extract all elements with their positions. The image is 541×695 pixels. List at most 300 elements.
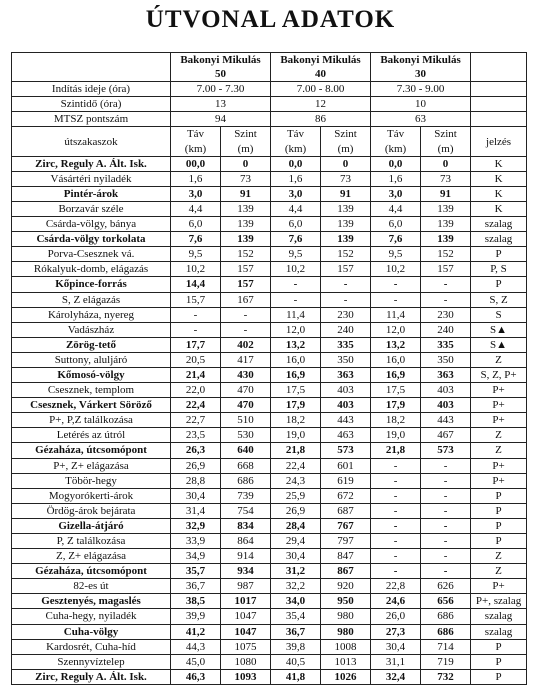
elevation-cell: 240 [321, 322, 371, 337]
distance-cell: 16,9 [271, 367, 321, 382]
elevation-cell: 363 [321, 367, 371, 382]
distance-cell: 26,9 [271, 503, 321, 518]
distance-cell: 32,2 [271, 579, 321, 594]
marking-cell: P+ [471, 579, 527, 594]
table-row [12, 201, 527, 216]
elevation-cell: 686 [421, 624, 471, 639]
segment-name: Gézaháza, útcsomópont [12, 443, 171, 458]
elevation-cell: 157 [421, 262, 471, 277]
elevation-cell: 139 [421, 232, 471, 247]
route-data-table [11, 52, 527, 685]
segment-name: Zirc, Reguly A. Ált. Isk. [12, 156, 171, 171]
distance-cell: 6,0 [371, 217, 421, 232]
elevation-cell: 914 [221, 549, 271, 564]
marking-cell: P+ [471, 458, 527, 473]
elevation-cell: 467 [421, 428, 471, 443]
table-row [12, 654, 527, 669]
marking-cell: S▲ [471, 322, 527, 337]
distance-cell: 7,6 [371, 232, 421, 247]
distance-cell: 1,6 [371, 171, 421, 186]
elevation-cell: 152 [321, 247, 371, 262]
distance-cell: - [371, 488, 421, 503]
distance-cell: 18,2 [271, 413, 321, 428]
elevation-cell: 573 [421, 443, 471, 458]
segment-name: Mogyorókerti-árok [12, 488, 171, 503]
elevation-cell: 152 [221, 247, 271, 262]
distance-cell: 35,7 [171, 564, 221, 579]
marking-cell: P+ [471, 398, 527, 413]
distance-cell: 31,2 [271, 564, 321, 579]
distance-cell: 10,2 [371, 262, 421, 277]
elevation-cell: 139 [421, 217, 471, 232]
distance-cell: 34,9 [171, 549, 221, 564]
marking-cell: Z [471, 564, 527, 579]
distance-cell: 7,6 [271, 232, 321, 247]
distance-cell: 26,3 [171, 443, 221, 458]
distance-cell: 41,8 [271, 669, 321, 684]
elevation-cell: 573 [321, 443, 371, 458]
page-title: ÚTVONAL ADATOK [145, 6, 396, 33]
distance-cell: 11,4 [371, 307, 421, 322]
table-row [12, 186, 527, 201]
distance-cell: - [371, 549, 421, 564]
distance-cell: 0,0 [371, 156, 421, 171]
table-row [12, 594, 527, 609]
segment-name: Kőpince-forrás [12, 277, 171, 292]
elevation-cell: 363 [421, 367, 471, 382]
segment-name: Rókalyuk-domb, elágazás [12, 262, 171, 277]
elevation-cell: - [421, 518, 471, 533]
distance-cell: 3,0 [171, 186, 221, 201]
table-row [12, 352, 527, 367]
route-name: Bakonyi Mikulás [380, 54, 461, 66]
segment-name: Ördög-árok bejárata [12, 503, 171, 518]
distance-cell: 27,3 [371, 624, 421, 639]
distance-cell: 22,7 [171, 413, 221, 428]
distance-cell: 46,3 [171, 669, 221, 684]
segment-name: Cuha-hegy, nyiladék [12, 609, 171, 624]
distance-cell: 6,0 [171, 217, 221, 232]
distance-cell: 33,9 [171, 534, 221, 549]
table-row [12, 322, 527, 337]
distance-cell: 40,5 [271, 654, 321, 669]
info-label: Szintidő (óra) [12, 97, 171, 112]
elevation-cell: 619 [321, 473, 371, 488]
column-header-row [12, 127, 527, 156]
elevation-cell: 864 [221, 534, 271, 549]
distance-cell: 22,4 [171, 398, 221, 413]
distance-cell: 17,9 [271, 398, 321, 413]
distance-cell: 7,6 [171, 232, 221, 247]
distance-cell: 3,0 [271, 186, 321, 201]
elevation-cell: 402 [221, 337, 271, 352]
elevation-cell: 91 [421, 186, 471, 201]
distance-cell: 45,0 [171, 654, 221, 669]
elevation-cell: - [421, 277, 471, 292]
table-row [12, 609, 527, 624]
distance-cell: 35,4 [271, 609, 321, 624]
elevation-cell: 980 [321, 624, 371, 639]
distance-header [371, 127, 421, 156]
distance-cell: 14,4 [171, 277, 221, 292]
distance-cell: 17,9 [371, 398, 421, 413]
elevation-cell: 1075 [221, 639, 271, 654]
distance-cell: 17,5 [271, 383, 321, 398]
table-row [12, 473, 527, 488]
distance-cell: - [271, 277, 321, 292]
elevation-cell: 0 [221, 156, 271, 171]
elevation-cell: 867 [321, 564, 371, 579]
table-row [12, 503, 527, 518]
segment-name: Csesznek, templom [12, 383, 171, 398]
table-row [12, 292, 527, 307]
distance-cell: 24,6 [371, 594, 421, 609]
table-row [12, 549, 527, 564]
elevation-cell: - [421, 503, 471, 518]
table-row [12, 428, 527, 443]
segment-name: Csárda-völgy torkolata [12, 232, 171, 247]
distance-header [171, 127, 221, 156]
distance-cell: 12,0 [371, 322, 421, 337]
distance-cell: 17,5 [371, 383, 421, 398]
distance-cell: 21,8 [271, 443, 321, 458]
route-name: Bakonyi Mikulás [180, 54, 261, 66]
distance-cell: 38,5 [171, 594, 221, 609]
marking-cell: szalag [471, 232, 527, 247]
distance-cell: 00,0 [171, 156, 221, 171]
table-row [12, 669, 527, 684]
distance-cell: 23,5 [171, 428, 221, 443]
elevation-cell: 463 [321, 428, 371, 443]
table-row [12, 383, 527, 398]
segment-name: Gizella-átjáró [12, 518, 171, 533]
distance-cell: - [371, 292, 421, 307]
distance-cell: 13,2 [371, 337, 421, 352]
distance-cell: 13,2 [271, 337, 321, 352]
route-distance: 40 [315, 68, 327, 81]
segment-name: 82-es út [12, 579, 171, 594]
elevation-unit: (m) [437, 142, 454, 155]
elevation-cell: 403 [421, 383, 471, 398]
elevation-cell: 687 [321, 503, 371, 518]
segment-header: útszakaszok [12, 127, 171, 156]
elevation-unit: (m) [237, 142, 254, 155]
distance-cell: 36,7 [271, 624, 321, 639]
table-row [12, 307, 527, 322]
distance-cell: - [371, 473, 421, 488]
distance-cell: 10,2 [271, 262, 321, 277]
distance-cell: 32,9 [171, 518, 221, 533]
elevation-cell: 732 [421, 669, 471, 684]
segment-name: Károlyháza, nyereg [12, 307, 171, 322]
distance-cell: 11,4 [271, 307, 321, 322]
elevation-cell: 920 [321, 579, 371, 594]
distance-cell: 10,2 [171, 262, 221, 277]
elevation-cell: 73 [221, 171, 271, 186]
route-header-30 [371, 53, 471, 82]
elevation-cell: - [421, 292, 471, 307]
marking-cell: P [471, 488, 527, 503]
marking-cell: P [471, 639, 527, 654]
distance-cell: 19,0 [271, 428, 321, 443]
distance-cell: 25,9 [271, 488, 321, 503]
route-header-row [12, 53, 527, 82]
distance-cell: 21,4 [171, 367, 221, 382]
table-row [12, 443, 527, 458]
elevation-cell: - [421, 564, 471, 579]
elevation-cell: 739 [221, 488, 271, 503]
distance-cell: 6,0 [271, 217, 321, 232]
distance-cell: 44,3 [171, 639, 221, 654]
distance-cell: - [271, 292, 321, 307]
marking-cell: P [471, 534, 527, 549]
elevation-cell: 510 [221, 413, 271, 428]
distance-unit: (km) [284, 142, 307, 155]
segment-name: Pintér-árok [12, 186, 171, 201]
table-row [12, 232, 527, 247]
distance-cell: 22,8 [371, 579, 421, 594]
table-row [12, 458, 527, 473]
elevation-cell: 139 [321, 201, 371, 216]
segment-name: P+, P,Z találkozása [12, 413, 171, 428]
distance-cell: 22,0 [171, 383, 221, 398]
elevation-cell: 139 [321, 217, 371, 232]
distance-cell: 22,4 [271, 458, 321, 473]
distance-label: Táv [186, 128, 205, 141]
distance-cell: 9,5 [271, 247, 321, 262]
distance-cell: 9,5 [171, 247, 221, 262]
table-row [12, 156, 527, 171]
elevation-cell: 530 [221, 428, 271, 443]
segment-name: Suttony, aluljáró [12, 352, 171, 367]
segment-name: S, Z elágazás [12, 292, 171, 307]
elevation-cell: 350 [321, 352, 371, 367]
distance-label: Táv [286, 128, 305, 141]
marking-cell: P+ [471, 383, 527, 398]
distance-cell: 4,4 [371, 201, 421, 216]
elevation-cell: 430 [221, 367, 271, 382]
distance-cell: 4,4 [171, 201, 221, 216]
elevation-cell: 335 [421, 337, 471, 352]
elevation-cell: 91 [321, 186, 371, 201]
distance-cell: 34,0 [271, 594, 321, 609]
elevation-cell: 230 [321, 307, 371, 322]
elevation-cell: - [421, 458, 471, 473]
table-row [12, 217, 527, 232]
distance-label: Táv [386, 128, 405, 141]
marking-cell: Z [471, 443, 527, 458]
marking-cell: P+ [471, 473, 527, 488]
elevation-cell: 139 [221, 201, 271, 216]
segment-name: Borzavár széle [12, 201, 171, 216]
elevation-cell: 139 [221, 232, 271, 247]
elevation-cell: 640 [221, 443, 271, 458]
segment-name: Gézaháza, útcsomópont [12, 564, 171, 579]
table-row [12, 639, 527, 654]
info-label: Indítás ideje (óra) [12, 82, 171, 97]
distance-cell: 26,0 [371, 609, 421, 624]
header-empty-cell [471, 53, 527, 82]
elevation-cell: 403 [421, 398, 471, 413]
elevation-cell: - [221, 322, 271, 337]
marking-cell: K [471, 201, 527, 216]
distance-cell: 16,0 [371, 352, 421, 367]
elevation-cell: 1093 [221, 669, 271, 684]
elevation-cell: 656 [421, 594, 471, 609]
info-value: 7.30 - 9.00 [371, 82, 471, 97]
segment-name: Zörög-tető [12, 337, 171, 352]
info-row-mtsz-points [12, 112, 527, 127]
distance-cell: 17,7 [171, 337, 221, 352]
elevation-cell: 754 [221, 503, 271, 518]
marking-cell: szalag [471, 609, 527, 624]
segment-name: Vásártéri nyiladék [12, 171, 171, 186]
route-name: Bakonyi Mikulás [280, 54, 361, 66]
elevation-cell: - [421, 488, 471, 503]
distance-cell: 18,2 [371, 413, 421, 428]
distance-cell: 1,6 [171, 171, 221, 186]
header-empty-cell [12, 53, 171, 82]
distance-cell: 3,0 [371, 186, 421, 201]
info-value: 86 [271, 112, 371, 127]
distance-cell: 21,8 [371, 443, 421, 458]
segment-name: Csárda-völgy, bánya [12, 217, 171, 232]
elevation-cell: 470 [221, 398, 271, 413]
distance-cell: 30,4 [171, 488, 221, 503]
elevation-label: Szint [234, 128, 257, 141]
distance-unit: (km) [184, 142, 207, 155]
elevation-cell: 443 [321, 413, 371, 428]
marking-cell: S▲ [471, 337, 527, 352]
marking-cell: P+, szalag [471, 594, 527, 609]
table-row [12, 171, 527, 186]
marking-cell: P [471, 277, 527, 292]
marking-cell: K [471, 171, 527, 186]
elevation-cell: 443 [421, 413, 471, 428]
distance-cell: - [171, 307, 221, 322]
distance-cell: 28,4 [271, 518, 321, 533]
elevation-cell: 601 [321, 458, 371, 473]
segment-name: Kardosrét, Cuha-híd [12, 639, 171, 654]
info-value: 63 [371, 112, 471, 127]
distance-cell: 19,0 [371, 428, 421, 443]
elevation-cell: 91 [221, 186, 271, 201]
elevation-cell: 686 [421, 609, 471, 624]
info-value: 13 [171, 97, 271, 112]
distance-cell: 31,1 [371, 654, 421, 669]
segment-name: Töbör-hegy [12, 473, 171, 488]
empty-cell [471, 97, 527, 112]
elevation-cell: 980 [321, 609, 371, 624]
table-row [12, 488, 527, 503]
table-row [12, 534, 527, 549]
table-row [12, 398, 527, 413]
elevation-cell: 767 [321, 518, 371, 533]
table-row [12, 518, 527, 533]
marking-cell: S [471, 307, 527, 322]
info-row-start-time [12, 82, 527, 97]
segment-name: P+, Z+ elágazása [12, 458, 171, 473]
elevation-header [421, 127, 471, 156]
distance-cell: 9,5 [371, 247, 421, 262]
distance-cell: - [371, 277, 421, 292]
empty-cell [471, 112, 527, 127]
segment-name: Vadászház [12, 322, 171, 337]
elevation-cell: 0 [321, 156, 371, 171]
elevation-cell: 240 [421, 322, 471, 337]
elevation-cell: 350 [421, 352, 471, 367]
distance-cell: 15,7 [171, 292, 221, 307]
elevation-unit: (m) [337, 142, 354, 155]
elevation-cell: 668 [221, 458, 271, 473]
elevation-cell: 73 [421, 171, 471, 186]
distance-cell: 24,3 [271, 473, 321, 488]
elevation-cell: 139 [321, 232, 371, 247]
table-row [12, 277, 527, 292]
marking-header: jelzés [471, 127, 527, 156]
route-distance: 50 [215, 68, 226, 81]
distance-cell: - [371, 534, 421, 549]
elevation-cell: 1008 [321, 639, 371, 654]
elevation-label: Szint [334, 128, 357, 141]
segment-name: Csesznek, Várkert Söröző [12, 398, 171, 413]
elevation-cell: 152 [421, 247, 471, 262]
marking-cell: P [471, 654, 527, 669]
distance-cell: - [371, 503, 421, 518]
segment-name: Zirc, Reguly A. Ált. Isk. [12, 669, 171, 684]
elevation-cell: 950 [321, 594, 371, 609]
elevation-cell: 1080 [221, 654, 271, 669]
route-header-40 [271, 53, 371, 82]
distance-cell: 41,2 [171, 624, 221, 639]
distance-cell: 26,9 [171, 458, 221, 473]
marking-cell: P [471, 503, 527, 518]
elevation-cell: 403 [321, 398, 371, 413]
elevation-cell: 934 [221, 564, 271, 579]
distance-cell: 16,9 [371, 367, 421, 382]
route-header-50 [171, 53, 271, 82]
distance-cell: - [371, 564, 421, 579]
table-row [12, 413, 527, 428]
marking-cell: P+ [471, 413, 527, 428]
elevation-cell: - [321, 292, 371, 307]
elevation-cell: 73 [321, 171, 371, 186]
elevation-cell: 672 [321, 488, 371, 503]
elevation-cell: 626 [421, 579, 471, 594]
info-row-time-limit [12, 97, 527, 112]
segment-name: Z, Z+ elágazása [12, 549, 171, 564]
info-value: 94 [171, 112, 271, 127]
distance-unit: (km) [384, 142, 407, 155]
distance-cell: 28,8 [171, 473, 221, 488]
elevation-cell: 719 [421, 654, 471, 669]
info-value: 12 [271, 97, 371, 112]
elevation-cell: 230 [421, 307, 471, 322]
elevation-cell: 1047 [221, 609, 271, 624]
elevation-cell: 686 [221, 473, 271, 488]
elevation-cell: 157 [221, 277, 271, 292]
distance-cell: 1,6 [271, 171, 321, 186]
elevation-cell: 834 [221, 518, 271, 533]
segment-name: Letérés az útról [12, 428, 171, 443]
distance-cell: 16,0 [271, 352, 321, 367]
distance-cell: 39,8 [271, 639, 321, 654]
route-distance: 30 [415, 68, 427, 81]
marking-cell: P [471, 518, 527, 533]
info-label: MTSZ pontszám [12, 112, 171, 127]
distance-cell: - [371, 458, 421, 473]
distance-cell: - [171, 322, 221, 337]
